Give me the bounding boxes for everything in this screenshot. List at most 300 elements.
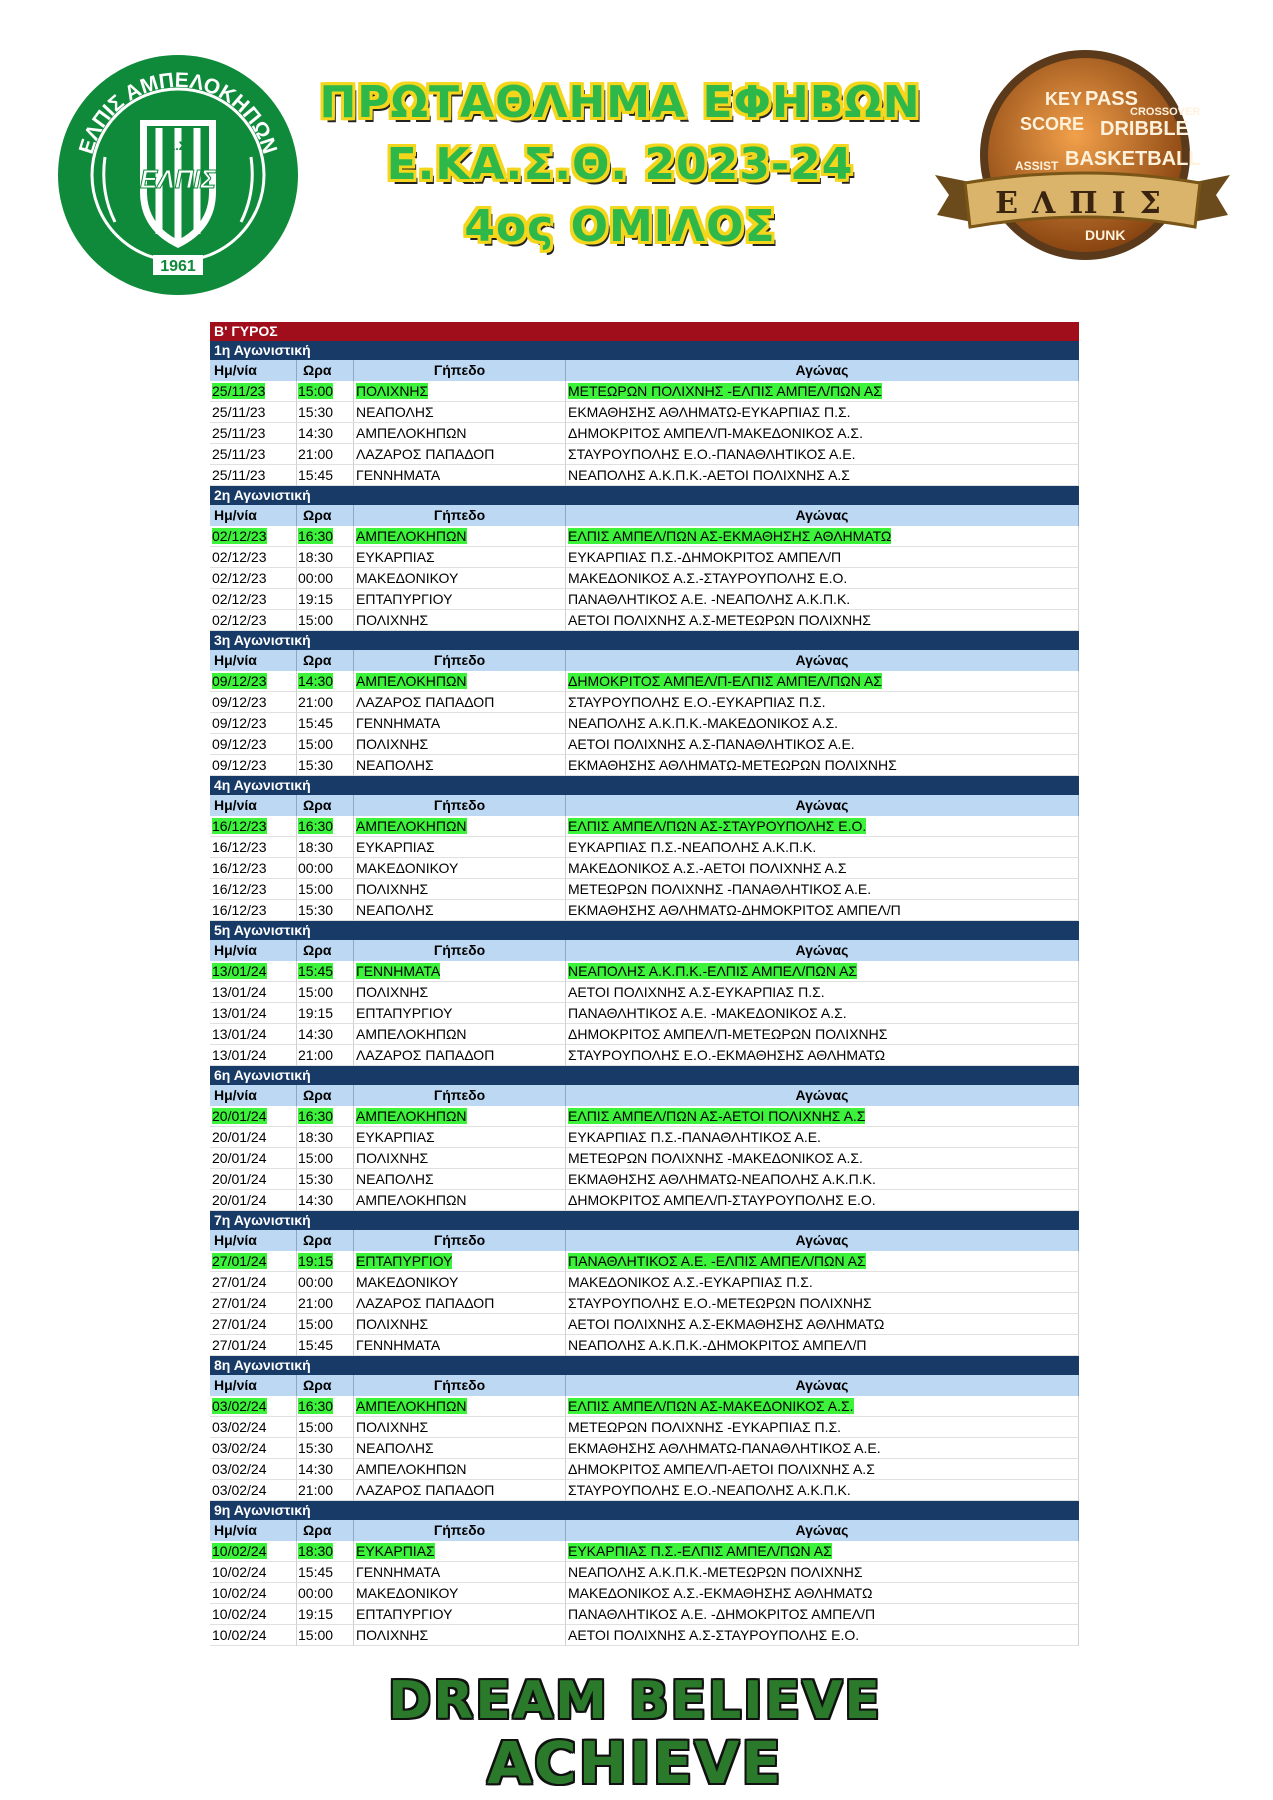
cell-date [210, 1541, 297, 1562]
cell-time-text: 15:00 [298, 383, 334, 399]
column-header-row [210, 505, 1079, 526]
cell-match-text: ΕΛΠΙΣ ΑΜΠΕΛ/ΠΩΝ ΑΣ-ΕΚΜΑΘΗΣΗΣ ΑΘΛΗΜΑΤΩ [568, 528, 892, 544]
cell-date-text: 02/12/23 [212, 570, 267, 586]
column-header-row [210, 1375, 1079, 1396]
cell-date-text: 02/12/23 [212, 591, 267, 607]
cell-date-text: 16/12/23 [212, 860, 267, 876]
cell-time-text: 14:30 [298, 1461, 334, 1477]
cell-venue-text: ΜΑΚΕΔΟΝΙΚΟΥ [356, 1585, 459, 1601]
round-header: Β' ΓΥΡΟΣ [210, 322, 1079, 341]
column-header-row [210, 360, 1079, 381]
cell-time [297, 1438, 354, 1459]
cell-venue [354, 1024, 566, 1045]
cell-time-text: 15:00 [298, 1316, 334, 1332]
cell-time-text: 15:30 [298, 757, 334, 773]
cell-match-text: ΔΗΜΟΚΡΙΤΟΣ ΑΜΠΕΛ/Π-ΕΛΠΙΣ ΑΜΠΕΛ/ΠΩΝ ΑΣ [568, 673, 882, 689]
logo-banner-text: ΕΛΠΙΣ [995, 186, 1175, 221]
cell-time [297, 879, 354, 900]
cell-time [297, 610, 354, 631]
matchday-header: 7η Αγωνιστική [210, 1211, 1079, 1230]
cell-date-text: 10/02/24 [212, 1627, 267, 1643]
cell-match-text: ΕΥΚΑΡΠΙΑΣ Π.Σ.-ΠΑΝΑΘΛΗΤΙΚΟΣ Α.Ε. [568, 1129, 821, 1145]
cell-venue [354, 1293, 566, 1314]
cell-match-text: ΔΗΜΟΚΡΙΤΟΣ ΑΜΠΕΛ/Π-ΜΑΚΕΔΟΝΙΚΟΣ Α.Σ. [568, 425, 863, 441]
cell-time-text: 00:00 [298, 860, 334, 876]
cell-venue-text: ΑΜΠΕΛΟΚΗΠΩΝ [356, 425, 467, 441]
matchday-header: 1η Αγωνιστική [210, 341, 1079, 360]
cell-time-text: 15:00 [298, 1150, 334, 1166]
cell-time [297, 1604, 354, 1625]
column-header-venue: Γήπεδο [354, 650, 566, 671]
cell-venue-text: ΑΜΠΕΛΟΚΗΠΩΝ [356, 1108, 467, 1124]
cell-venue [354, 1169, 566, 1190]
cell-match-text: ΑΕΤΟΙ ΠΟΛΙΧΝΗΣ Α.Σ-ΕΥΚΑΡΠΙΑΣ Π.Σ. [568, 984, 825, 1000]
logo-word: CROSSOVER [1130, 106, 1201, 118]
cell-date-text: 09/12/23 [212, 736, 267, 752]
club-logo-year: 1961 [160, 258, 196, 275]
cell-time-text: 15:45 [298, 1564, 334, 1580]
cell-venue [354, 961, 566, 982]
cell-time [297, 900, 354, 921]
column-header-time: Ωρα [297, 1375, 354, 1396]
table-row-highlighted [210, 1251, 1079, 1272]
table-row [210, 1562, 1079, 1583]
cell-time-text: 00:00 [298, 1585, 334, 1601]
slogan [355, 1670, 915, 1797]
cell-time [297, 465, 354, 486]
cell-venue [354, 381, 566, 402]
cell-date-text: 09/12/23 [212, 673, 267, 689]
cell-match [566, 526, 1079, 547]
cell-match [566, 1190, 1079, 1211]
table-row [210, 982, 1079, 1003]
cell-match-text: ΜΑΚΕΔΟΝΙΚΟΣ Α.Σ.-ΣΤΑΥΡΟΥΠΟΛΗΣ Ε.Ο. [568, 570, 848, 586]
cell-venue-text: ΠΟΛΙΧΝΗΣ [356, 383, 429, 399]
cell-date [210, 1480, 297, 1501]
cell-date [210, 1438, 297, 1459]
cell-match [566, 671, 1079, 692]
cell-time [297, 1396, 354, 1417]
cell-match [566, 465, 1079, 486]
cell-venue [354, 465, 566, 486]
cell-time [297, 589, 354, 610]
table-row [210, 837, 1079, 858]
table-row [210, 1314, 1079, 1335]
cell-date-text: 27/01/24 [212, 1295, 267, 1311]
column-header-time: Ωρα [297, 650, 354, 671]
cell-time [297, 402, 354, 423]
cell-date [210, 547, 297, 568]
cell-match-text: ΜΕΤΕΩΡΩΝ ΠΟΛΙΧΝΗΣ -ΜΑΚΕΔΟΝΙΚΟΣ Α.Σ. [568, 1150, 863, 1166]
cell-venue [354, 1003, 566, 1024]
table-row [210, 444, 1079, 465]
cell-date [210, 734, 297, 755]
table-row [210, 879, 1079, 900]
cell-date [210, 1127, 297, 1148]
column-header-time: Ωρα [297, 795, 354, 816]
cell-date [210, 1583, 297, 1604]
column-header-venue: Γήπεδο [354, 1230, 566, 1251]
slogan-line-1: DREAM BELIEVE [388, 1671, 882, 1731]
cell-venue [354, 1541, 566, 1562]
column-header-time: Ωρα [297, 1085, 354, 1106]
cell-date-text: 03/02/24 [212, 1398, 267, 1414]
cell-date [210, 381, 297, 402]
title-line-3: 4ος ΟΜΙΛΟΣ [464, 201, 776, 252]
cell-time-text: 19:15 [298, 1253, 334, 1269]
cell-venue-text: ΑΜΠΕΛΟΚΗΠΩΝ [356, 1461, 467, 1477]
cell-time [297, 423, 354, 444]
cell-date [210, 755, 297, 776]
cell-match [566, 1480, 1079, 1501]
cell-time-text: 21:00 [298, 1295, 334, 1311]
cell-time [297, 1251, 354, 1272]
cell-time-text: 18:30 [298, 839, 334, 855]
table-row [210, 1148, 1079, 1169]
cell-time-text: 15:00 [298, 1627, 334, 1643]
logo-word: ASSIST [1015, 159, 1059, 173]
cell-date [210, 423, 297, 444]
cell-date-text: 25/11/23 [212, 383, 266, 399]
cell-venue [354, 1272, 566, 1293]
column-header-venue: Γήπεδο [354, 1520, 566, 1541]
club-logo-name: ΕΛΠΙΣ ΑΜΠΕΛΟΚΗΠΩΝ [74, 68, 282, 157]
column-header-match: Αγώνας [566, 1520, 1079, 1541]
cell-date-text: 25/11/23 [212, 446, 266, 462]
cell-date-text: 03/02/24 [212, 1461, 267, 1477]
cell-date-text: 20/01/24 [212, 1108, 267, 1124]
cell-date [210, 1335, 297, 1356]
table-row-highlighted [210, 1106, 1079, 1127]
cell-date [210, 900, 297, 921]
cell-venue [354, 1045, 566, 1066]
cell-match [566, 1604, 1079, 1625]
cell-time-text: 15:00 [298, 881, 334, 897]
cell-match [566, 568, 1079, 589]
column-header-date: Ημ/νία [210, 505, 297, 526]
column-header-time: Ωρα [297, 1230, 354, 1251]
cell-date-text: 10/02/24 [212, 1564, 267, 1580]
cell-date-text: 10/02/24 [212, 1543, 267, 1559]
cell-time [297, 734, 354, 755]
cell-time [297, 1541, 354, 1562]
cell-venue [354, 402, 566, 423]
cell-time-text: 15:00 [298, 612, 334, 628]
table-row [210, 610, 1079, 631]
column-header-time: Ωρα [297, 505, 354, 526]
cell-venue-text: ΕΥΚΑΡΠΙΑΣ [356, 1543, 435, 1559]
cell-venue [354, 1480, 566, 1501]
table-row [210, 1169, 1079, 1190]
cell-venue [354, 713, 566, 734]
cell-match-text: ΕΥΚΑΡΠΙΑΣ Π.Σ.-ΔΗΜΟΚΡΙΤΟΣ ΑΜΠΕΛ/Π [568, 549, 842, 565]
cell-venue [354, 547, 566, 568]
cell-date-text: 09/12/23 [212, 757, 267, 773]
cell-match [566, 816, 1079, 837]
cell-venue-text: ΑΜΠΕΛΟΚΗΠΩΝ [356, 1192, 467, 1208]
column-header-match: Αγώνας [566, 795, 1079, 816]
cell-match [566, 589, 1079, 610]
table-row [210, 1293, 1079, 1314]
cell-time-text: 15:30 [298, 1171, 334, 1187]
cell-match-text: ΠΑΝΑΘΛΗΤΙΚΟΣ Α.Ε. -ΕΛΠΙΣ ΑΜΠΕΛ/ΠΩΝ ΑΣ [568, 1253, 866, 1269]
cell-venue-text: ΕΠΤΑΠΥΡΓΙΟΥ [356, 1606, 453, 1622]
column-header-date: Ημ/νία [210, 1085, 297, 1106]
column-header-match: Αγώνας [566, 505, 1079, 526]
cell-venue-text: ΝΕΑΠΟΛΗΣ [356, 1171, 434, 1187]
cell-venue [354, 1251, 566, 1272]
cell-venue [354, 816, 566, 837]
column-header-date: Ημ/νία [210, 940, 297, 961]
cell-venue-text: ΠΟΛΙΧΝΗΣ [356, 1316, 429, 1332]
cell-time [297, 837, 354, 858]
cell-match-text: ΕΛΠΙΣ ΑΜΠΕΛ/ΠΩΝ ΑΣ-ΜΑΚΕΔΟΝΙΚΟΣ Α.Σ. [568, 1398, 854, 1414]
table-row-highlighted [210, 671, 1079, 692]
cell-venue [354, 1396, 566, 1417]
table-row [210, 568, 1079, 589]
cell-venue [354, 1417, 566, 1438]
cell-match [566, 879, 1079, 900]
cell-time [297, 1459, 354, 1480]
cell-time-text: 15:45 [298, 715, 334, 731]
cell-match-text: ΕΥΚΑΡΠΙΑΣ Π.Σ.-ΝΕΑΠΟΛΗΣ Α.Κ.Π.Κ. [568, 839, 817, 855]
cell-venue [354, 1604, 566, 1625]
cell-time [297, 858, 354, 879]
column-header-row [210, 795, 1079, 816]
cell-venue [354, 734, 566, 755]
cell-venue-text: ΠΟΛΙΧΝΗΣ [356, 881, 429, 897]
cell-time-text: 15:45 [298, 467, 334, 483]
cell-date [210, 1190, 297, 1211]
cell-venue-text: ΛΑΖΑΡΟΣ ΠΑΠΑΔΟΠ [356, 1047, 495, 1063]
cell-time [297, 1127, 354, 1148]
cell-time-text: 14:30 [298, 1192, 334, 1208]
cell-match-text: ΜΕΤΕΩΡΩΝ ΠΟΛΙΧΝΗΣ -ΕΥΚΑΡΠΙΑΣ Π.Σ. [568, 1419, 842, 1435]
column-header-row [210, 1230, 1079, 1251]
logo-word: DUNK [1085, 227, 1126, 243]
cell-venue-text: ΕΥΚΑΡΠΙΑΣ [356, 549, 435, 565]
cell-time-text: 15:45 [298, 1337, 334, 1353]
logo-word: BASKETBALL [1065, 148, 1201, 170]
cell-match [566, 1169, 1079, 1190]
cell-time [297, 1024, 354, 1045]
cell-match [566, 900, 1079, 921]
cell-match-text: ΑΕΤΟΙ ΠΟΛΙΧΝΗΣ Α.Σ-ΠΑΝΑΘΛΗΤΙΚΟΣ Α.Ε. [568, 736, 855, 752]
cell-venue [354, 1314, 566, 1335]
cell-venue-text: ΝΕΑΠΟΛΗΣ [356, 1440, 434, 1456]
cell-match [566, 1045, 1079, 1066]
cell-date-text: 10/02/24 [212, 1606, 267, 1622]
cell-date [210, 526, 297, 547]
cell-match [566, 1541, 1079, 1562]
cell-date [210, 1314, 297, 1335]
cell-date [210, 1251, 297, 1272]
cell-venue-text: ΜΑΚΕΔΟΝΙΚΟΥ [356, 1274, 459, 1290]
table-row [210, 1604, 1079, 1625]
cell-date-text: 25/11/23 [212, 425, 266, 441]
cell-venue [354, 1190, 566, 1211]
cell-date [210, 589, 297, 610]
cell-match [566, 610, 1079, 631]
table-row [210, 1127, 1079, 1148]
cell-date-text: 27/01/24 [212, 1316, 267, 1332]
cell-venue-text: ΛΑΖΑΡΟΣ ΠΑΠΑΔΟΠ [356, 1482, 495, 1498]
table-row [210, 589, 1079, 610]
cell-match [566, 1438, 1079, 1459]
cell-match-text: ΝΕΑΠΟΛΗΣ Α.Κ.Π.Κ.-ΕΛΠΙΣ ΑΜΠΕΛ/ΠΩΝ ΑΣ [568, 963, 858, 979]
table-row [210, 1003, 1079, 1024]
cell-time-text: 00:00 [298, 1274, 334, 1290]
cell-date [210, 879, 297, 900]
cell-date-text: 16/12/23 [212, 839, 267, 855]
cell-date-text: 27/01/24 [212, 1337, 267, 1353]
table-row [210, 423, 1079, 444]
cell-time [297, 1190, 354, 1211]
cell-venue-text: ΕΥΚΑΡΠΙΑΣ [356, 1129, 435, 1145]
cell-date-text: 16/12/23 [212, 881, 267, 897]
cell-venue [354, 610, 566, 631]
cell-time-text: 18:30 [298, 1543, 334, 1559]
cell-match [566, 1272, 1079, 1293]
cell-match-text: ΕΚΜΑΘΗΣΗΣ ΑΘΛΗΜΑΤΩ-ΝΕΑΠΟΛΗΣ Α.Κ.Π.Κ. [568, 1171, 876, 1187]
cell-date [210, 1604, 297, 1625]
matchday-header: 3η Αγωνιστική [210, 631, 1079, 650]
cell-venue-text: ΓΕΝΝΗΜΑΤΑ [356, 1337, 441, 1353]
cell-time-text: 15:00 [298, 984, 334, 1000]
matchday-header: 6η Αγωνιστική [210, 1066, 1079, 1085]
cell-match-text: ΣΤΑΥΡΟΥΠΟΛΗΣ Ε.Ο.-ΠΑΝΑΘΛΗΤΙΚΟΣ Α.Ε. [568, 446, 856, 462]
cell-time [297, 1562, 354, 1583]
cell-date-text: 02/12/23 [212, 528, 267, 544]
cell-date [210, 1045, 297, 1066]
cell-match-text: ΜΑΚΕΔΟΝΙΚΟΣ Α.Σ.-ΕΚΜΑΘΗΣΗΣ ΑΘΛΗΜΑΤΩ [568, 1585, 873, 1601]
cell-venue-text: ΠΟΛΙΧΝΗΣ [356, 1419, 429, 1435]
cell-venue [354, 1583, 566, 1604]
cell-time-text: 18:30 [298, 549, 334, 565]
cell-time [297, 982, 354, 1003]
cell-match-text: ΕΛΠΙΣ ΑΜΠΕΛ/ΠΩΝ ΑΣ-ΑΕΤΟΙ ΠΟΛΙΧΝΗΣ Α.Σ [568, 1108, 866, 1124]
cell-time-text: 15:00 [298, 1419, 334, 1435]
column-header-time: Ωρα [297, 1520, 354, 1541]
cell-time [297, 692, 354, 713]
cell-match [566, 547, 1079, 568]
cell-match-text: ΕΛΠΙΣ ΑΜΠΕΛ/ΠΩΝ ΑΣ-ΣΤΑΥΡΟΥΠΟΛΗΣ Ε.Ο. [568, 818, 867, 834]
club-logo-center: ΕΛΠΙΣ [140, 164, 216, 194]
cell-date [210, 402, 297, 423]
column-header-date: Ημ/νία [210, 1230, 297, 1251]
club-logo-as: Α.Σ. [166, 139, 190, 153]
cell-match [566, 1293, 1079, 1314]
cell-date [210, 1459, 297, 1480]
matchday-header: 4η Αγωνιστική [210, 776, 1079, 795]
column-header-row [210, 940, 1079, 961]
table-row [210, 402, 1079, 423]
cell-time [297, 1293, 354, 1314]
cell-venue [354, 423, 566, 444]
cell-venue-text: ΑΜΠΕΛΟΚΗΠΩΝ [356, 1026, 467, 1042]
cell-venue-text: ΑΜΠΕΛΟΚΗΠΩΝ [356, 528, 467, 544]
cell-match [566, 1459, 1079, 1480]
cell-date [210, 982, 297, 1003]
table-row [210, 734, 1079, 755]
column-header-row [210, 1085, 1079, 1106]
page-title [300, 72, 940, 258]
cell-time [297, 755, 354, 776]
cell-date-text: 09/12/23 [212, 694, 267, 710]
logo-word: DRIBBLE [1100, 118, 1189, 140]
cell-match [566, 1148, 1079, 1169]
cell-date-text: 13/01/24 [212, 1047, 267, 1063]
cell-match [566, 1003, 1079, 1024]
cell-match [566, 837, 1079, 858]
cell-time [297, 1148, 354, 1169]
table-row-highlighted [210, 381, 1079, 402]
column-header-venue: Γήπεδο [354, 360, 566, 381]
cell-match-text: ΝΕΑΠΟΛΗΣ Α.Κ.Π.Κ.-ΜΕΤΕΩΡΩΝ ΠΟΛΙΧΝΗΣ [568, 1564, 863, 1580]
cell-date [210, 1003, 297, 1024]
table-row [210, 1272, 1079, 1293]
cell-time [297, 1003, 354, 1024]
cell-match [566, 1314, 1079, 1335]
cell-time [297, 547, 354, 568]
club-logo [55, 52, 301, 298]
schedule-table [210, 322, 1079, 1646]
cell-date-text: 09/12/23 [212, 715, 267, 731]
cell-venue-text: ΕΠΤΑΠΥΡΓΙΟΥ [356, 1253, 453, 1269]
cell-time [297, 1045, 354, 1066]
cell-date-text: 10/02/24 [212, 1585, 267, 1601]
cell-match-text: ΜΕΤΕΩΡΩΝ ΠΟΛΙΧΝΗΣ -ΕΛΠΙΣ ΑΜΠΕΛ/ΠΩΝ ΑΣ [568, 383, 882, 399]
cell-venue [354, 444, 566, 465]
cell-time [297, 1625, 354, 1646]
table-row [210, 1459, 1079, 1480]
cell-match-text: ΕΥΚΑΡΠΙΑΣ Π.Σ.-ΕΛΠΙΣ ΑΜΠΕΛ/ΠΩΝ ΑΣ [568, 1543, 832, 1559]
cell-time [297, 1335, 354, 1356]
cell-match [566, 1127, 1079, 1148]
cell-time [297, 671, 354, 692]
cell-time-text: 14:30 [298, 1026, 334, 1042]
cell-match [566, 713, 1079, 734]
cell-venue-text: ΠΟΛΙΧΝΗΣ [356, 1150, 429, 1166]
cell-time [297, 1314, 354, 1335]
cell-time-text: 16:30 [298, 1398, 334, 1414]
cell-date [210, 610, 297, 631]
cell-date-text: 20/01/24 [212, 1129, 267, 1145]
cell-date-text: 16/12/23 [212, 902, 267, 918]
cell-time [297, 381, 354, 402]
cell-match-text: ΝΕΑΠΟΛΗΣ Α.Κ.Π.Κ.-ΑΕΤΟΙ ΠΟΛΙΧΝΗΣ Α.Σ [568, 467, 850, 483]
column-header-match: Αγώνας [566, 1375, 1079, 1396]
cell-venue-text: ΝΕΑΠΟΛΗΣ [356, 757, 434, 773]
cell-venue [354, 589, 566, 610]
cell-match-text: ΣΤΑΥΡΟΥΠΟΛΗΣ Ε.Ο.-ΜΕΤΕΩΡΩΝ ΠΟΛΙΧΝΗΣ [568, 1295, 872, 1311]
cell-match [566, 402, 1079, 423]
cell-date [210, 1625, 297, 1646]
cell-venue [354, 755, 566, 776]
cell-venue [354, 982, 566, 1003]
cell-match [566, 961, 1079, 982]
logo-word: PASS [1085, 88, 1138, 110]
cell-time-text: 14:30 [298, 425, 334, 441]
cell-time-text: 00:00 [298, 570, 334, 586]
cell-venue [354, 1625, 566, 1646]
cell-date [210, 858, 297, 879]
logo-word: KEY [1045, 89, 1083, 109]
title-line-2: Ε.ΚΑ.Σ.Θ. 2023-24 [386, 139, 854, 190]
cell-time [297, 1169, 354, 1190]
cell-time-text: 19:15 [298, 591, 334, 607]
cell-date [210, 568, 297, 589]
